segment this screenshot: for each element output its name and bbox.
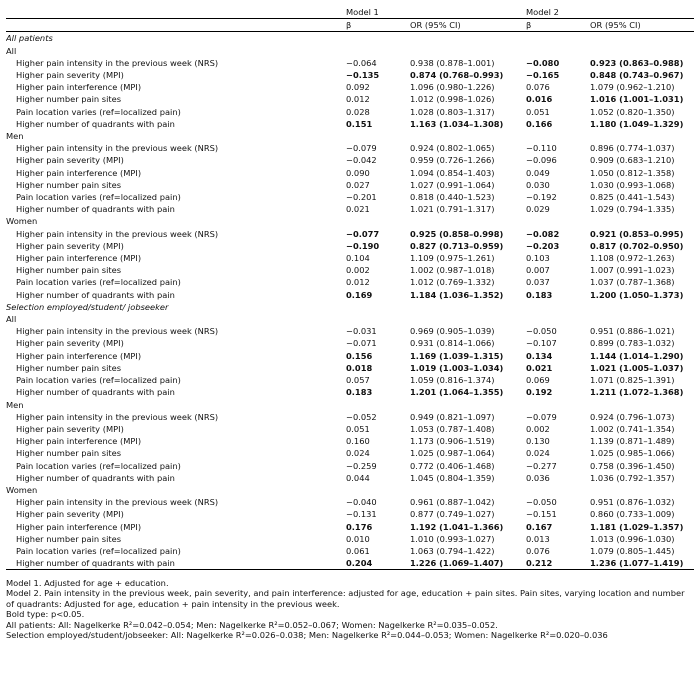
beta-model1: 0.092 xyxy=(346,82,370,93)
beta-header-2: β xyxy=(526,19,590,32)
table-row xyxy=(6,57,694,69)
beta-model1: 0.012 xyxy=(346,94,370,105)
table-row xyxy=(6,69,694,81)
or-model2: 0.860 (0.733–1.009) xyxy=(590,509,675,520)
or-model1: 1.063 (0.794–1.422) xyxy=(410,545,495,556)
note-all-patients: All patients: All: Nagelkerke R²=0.042–0.054; Men: Nagelkerke R²=0.052–0.067; Women: Nagelkerke R²=0.035–0.052. xyxy=(6,619,498,630)
table-row xyxy=(6,179,694,191)
table-row xyxy=(6,423,694,435)
group-label: Women xyxy=(6,484,38,495)
or-model2: 0.896 (0.774–1.037) xyxy=(590,143,675,154)
table-row xyxy=(6,472,694,484)
row-label: Higher number of quadrants with pain xyxy=(16,387,175,398)
beta-model2: 0.051 xyxy=(526,106,550,117)
or-model1: 1.053 (0.787–1.408) xyxy=(410,423,495,434)
table-row xyxy=(6,191,694,203)
or-model2: 1.036 (0.792–1.357) xyxy=(590,472,675,483)
beta-model2: 0.103 xyxy=(526,253,550,264)
table-row xyxy=(6,496,694,508)
beta-model1: 0.160 xyxy=(346,436,370,447)
or-model2: 1.029 (0.794–1.335) xyxy=(590,204,675,215)
group-label: Women xyxy=(6,216,38,227)
or-model2: 0.923 (0.863–0.988) xyxy=(590,57,684,68)
beta-model1: 0.061 xyxy=(346,545,370,556)
table-row xyxy=(6,325,694,337)
or-model1: 1.094 (0.854–1.403) xyxy=(410,167,495,178)
table-row xyxy=(6,93,694,105)
or-model2: 1.200 (1.050–1.373) xyxy=(590,289,684,300)
beta-model2: 0.024 xyxy=(526,448,550,459)
model2-header: Model 2 xyxy=(526,6,694,19)
or-model2: 1.181 (1.029–1.357) xyxy=(590,521,684,532)
or-model2: 1.211 (1.072–1.368) xyxy=(590,387,684,398)
or-model1: 0.959 (0.726–1.266) xyxy=(410,155,495,166)
row-label: Higher pain severity (MPI) xyxy=(16,509,124,520)
row-label: Higher pain intensity in the previous week (NRS) xyxy=(16,497,219,508)
beta-model2: 0.076 xyxy=(526,545,550,556)
row-label: Higher pain intensity in the previous week (NRS) xyxy=(16,143,219,154)
note-selection: Selection employed/student/jobseeker: All: Nagelkerke R²=0.026–0.038; Men: Nagelkerke R²=0.044–0.053; Women: Nagelkerke R²=0.020–0.036 xyxy=(6,630,608,641)
table-row xyxy=(6,252,694,264)
beta-model2: 0.183 xyxy=(526,289,553,300)
table-row xyxy=(6,533,694,545)
group-row xyxy=(6,45,694,57)
beta-model1: −0.042 xyxy=(346,155,377,166)
or-model1: 1.012 (0.769–1.332) xyxy=(410,277,495,288)
or-model2: 0.899 (0.783–1.032) xyxy=(590,338,675,349)
beta-model2: 0.013 xyxy=(526,533,550,544)
or-model1: 0.827 (0.713–0.959) xyxy=(410,240,504,251)
beta-model1: −0.079 xyxy=(346,143,377,154)
or-model1: 1.002 (0.987–1.018) xyxy=(410,265,495,276)
table-row xyxy=(6,557,694,570)
row-label: Higher pain intensity in the previous week (NRS) xyxy=(16,326,219,337)
beta-header-1: β xyxy=(346,19,410,32)
or-model1: 1.019 (1.003–1.034) xyxy=(410,362,504,373)
table-row xyxy=(6,508,694,520)
row-label: Higher number pain sites xyxy=(16,179,122,190)
table-row xyxy=(6,374,694,386)
beta-model1: −0.201 xyxy=(346,192,377,203)
group-row xyxy=(6,399,694,411)
beta-model1: −0.131 xyxy=(346,509,377,520)
or-model2: 1.016 (1.001–1.031) xyxy=(590,94,684,105)
or-model2: 1.052 (0.820–1.350) xyxy=(590,106,675,117)
beta-model2: −0.050 xyxy=(526,326,557,337)
or-model2: 1.013 (0.996–1.030) xyxy=(590,533,675,544)
table-row xyxy=(6,81,694,93)
row-label: Higher number of quadrants with pain xyxy=(16,472,175,483)
row-label: Higher pain severity (MPI) xyxy=(16,155,124,166)
row-label: Higher number pain sites xyxy=(16,94,122,105)
row-label: Higher number pain sites xyxy=(16,265,122,276)
beta-model1: 0.057 xyxy=(346,375,370,386)
table-row xyxy=(6,203,694,215)
group-row xyxy=(6,484,694,496)
table-row xyxy=(6,411,694,423)
or-model2: 1.108 (0.972–1.263) xyxy=(590,253,675,264)
or-model2: 1.050 (0.812–1.358) xyxy=(590,167,675,178)
table-row xyxy=(6,545,694,557)
or-model1: 1.045 (0.804–1.359) xyxy=(410,472,495,483)
beta-model1: 0.024 xyxy=(346,448,370,459)
note-model2: Model 2. Pain intensity in the previous week, pain severity, and pain interference: adjusted for age, education + pain sites. Pain sites, varying location and number of quadrants: Adjusted for age, education + pain intensity in the previous week. xyxy=(6,588,685,609)
group-label: Men xyxy=(6,131,24,142)
note-model1: Model 1. Adjusted for age + education. xyxy=(6,578,169,588)
or-model1: 0.877 (0.749–1.027) xyxy=(410,509,495,520)
or-model1: 1.010 (0.993–1.027) xyxy=(410,533,495,544)
note-bold: Bold type: p<0.05. xyxy=(6,609,85,620)
or-model1: 0.874 (0.768–0.993) xyxy=(410,70,504,81)
or-model2: 0.825 (0.441–1.543) xyxy=(590,192,675,203)
table-row xyxy=(6,289,694,301)
or-model1: 1.163 (1.034–1.308) xyxy=(410,118,504,129)
or-model2: 0.758 (0.396–1.450) xyxy=(590,460,675,471)
or-model1: 1.021 (0.791–1.317) xyxy=(410,204,495,215)
or-model2: 0.909 (0.683–1.210) xyxy=(590,155,675,166)
or-model1: 1.025 (0.987–1.064) xyxy=(410,448,495,459)
model1-header: Model 1 xyxy=(346,6,526,19)
beta-model2: −0.192 xyxy=(526,192,557,203)
or-header-1: OR (95% CI) xyxy=(410,19,526,32)
row-label: Higher number of quadrants with pain xyxy=(16,118,175,129)
or-model1: 0.924 (0.802–1.065) xyxy=(410,143,495,154)
beta-model1: 0.027 xyxy=(346,179,370,190)
beta-model2: −0.079 xyxy=(526,411,557,422)
row-label: Higher pain severity (MPI) xyxy=(16,240,124,251)
beta-model1: 0.012 xyxy=(346,277,370,288)
row-label: Higher pain severity (MPI) xyxy=(16,70,124,81)
beta-model1: 0.176 xyxy=(346,521,373,532)
or-model2: 1.180 (1.049–1.329) xyxy=(590,118,684,129)
or-model1: 1.059 (0.816–1.374) xyxy=(410,375,495,386)
beta-model1: −0.135 xyxy=(346,70,380,81)
or-model1: 0.938 (0.878–1.001) xyxy=(410,57,495,68)
row-label: Pain location varies (ref=localized pain) xyxy=(16,192,181,203)
beta-model1: −0.031 xyxy=(346,326,377,337)
row-label: Pain location varies (ref=localized pain) xyxy=(16,106,181,117)
beta-model1: −0.077 xyxy=(346,228,380,239)
or-model2: 0.951 (0.876–1.032) xyxy=(590,497,675,508)
header-row-columns xyxy=(6,19,694,32)
group-label: All xyxy=(6,45,17,56)
beta-model1: 0.104 xyxy=(346,253,370,264)
row-label: Higher pain interference (MPI) xyxy=(16,167,142,178)
row-label: Higher pain severity (MPI) xyxy=(16,423,124,434)
row-label: Higher number of quadrants with pain xyxy=(16,289,175,300)
row-label: Pain location varies (ref=localized pain) xyxy=(16,545,181,556)
beta-model2: 0.167 xyxy=(526,521,553,532)
or-model2: 1.002 (0.741–1.354) xyxy=(590,423,675,434)
table-row xyxy=(6,362,694,374)
beta-model2: −0.082 xyxy=(526,228,560,239)
beta-model2: 0.069 xyxy=(526,375,550,386)
beta-model2: 0.130 xyxy=(526,436,550,447)
or-model2: 1.144 (1.014–1.290) xyxy=(590,350,684,361)
beta-model1: −0.040 xyxy=(346,497,377,508)
table-row xyxy=(6,106,694,118)
row-label: Higher pain interference (MPI) xyxy=(16,253,142,264)
row-label: Higher pain intensity in the previous week (NRS) xyxy=(16,228,219,239)
or-model1: 1.028 (0.803–1.317) xyxy=(410,106,495,117)
row-label: Higher pain interference (MPI) xyxy=(16,350,142,361)
beta-model1: −0.190 xyxy=(346,240,380,251)
beta-model2: 0.021 xyxy=(526,362,553,373)
row-label: Higher number pain sites xyxy=(16,362,122,373)
group-row xyxy=(6,130,694,142)
row-label: Higher number of quadrants with pain xyxy=(6,557,346,570)
beta-model1: 0.021 xyxy=(346,204,370,215)
row-label: Pain location varies (ref=localized pain) xyxy=(16,460,181,471)
or-model2: 1.025 (0.985–1.066) xyxy=(590,448,675,459)
or-model2: 0.817 (0.702–0.950) xyxy=(590,240,684,251)
or-model1: 1.201 (1.064–1.355) xyxy=(410,387,504,398)
or-model2: 1.071 (0.825–1.391) xyxy=(590,375,675,386)
beta-model2: −0.277 xyxy=(526,460,557,471)
beta-model2: 0.016 xyxy=(526,94,553,105)
or-model2: 0.924 (0.796–1.073) xyxy=(590,411,675,422)
beta-model1: 0.018 xyxy=(346,362,373,373)
group-label: All xyxy=(6,314,17,325)
beta-model1: 0.156 xyxy=(346,350,373,361)
table-row xyxy=(6,154,694,166)
table-row xyxy=(6,118,694,130)
or-model1: 1.169 (1.039–1.315) xyxy=(410,350,504,361)
beta-model1: 0.028 xyxy=(346,106,370,117)
beta-model2: 0.030 xyxy=(526,179,550,190)
beta-model1: 0.183 xyxy=(346,387,373,398)
beta-model1: 0.151 xyxy=(346,118,373,129)
section-label: Selection employed/student/ jobseeker xyxy=(6,301,169,312)
row-label: Pain location varies (ref=localized pain) xyxy=(16,277,181,288)
or-model1: 1.226 (1.069–1.407) xyxy=(410,557,526,570)
table-row xyxy=(6,264,694,276)
table-row xyxy=(6,240,694,252)
or-model2: 1.139 (0.871–1.489) xyxy=(590,436,675,447)
beta-model2: 0.192 xyxy=(526,387,553,398)
table-row xyxy=(6,435,694,447)
row-label: Higher pain intensity in the previous week (NRS) xyxy=(16,57,219,68)
or-model1: 0.772 (0.406–1.468) xyxy=(410,460,495,471)
table-row xyxy=(6,447,694,459)
section-row xyxy=(6,32,694,45)
beta-model2: 0.002 xyxy=(526,423,550,434)
row-label: Higher number of quadrants with pain xyxy=(16,204,175,215)
beta-model2: −0.096 xyxy=(526,155,557,166)
table-row xyxy=(6,228,694,240)
beta-model2: 0.076 xyxy=(526,82,550,93)
or-model1: 0.931 (0.814–1.066) xyxy=(410,338,495,349)
or-model1: 1.192 (1.041–1.366) xyxy=(410,521,504,532)
or-model2: 1.079 (0.805–1.445) xyxy=(590,545,675,556)
table-notes xyxy=(6,578,694,640)
row-label: Higher pain intensity in the previous week (NRS) xyxy=(16,411,219,422)
group-row xyxy=(6,215,694,227)
or-model1: 0.961 (0.887–1.042) xyxy=(410,497,495,508)
table-row xyxy=(6,276,694,288)
section-row xyxy=(6,301,694,313)
beta-model2: −0.203 xyxy=(526,240,560,251)
row-label: Pain location varies (ref=localized pain) xyxy=(16,375,181,386)
beta-model2: −0.165 xyxy=(526,70,560,81)
beta-model2: 0.166 xyxy=(526,118,553,129)
or-model1: 0.949 (0.821–1.097) xyxy=(410,411,495,422)
beta-model1: 0.010 xyxy=(346,533,370,544)
or-model1: 1.109 (0.975–1.261) xyxy=(410,253,495,264)
results-table xyxy=(6,6,694,570)
section-label: All patients xyxy=(6,33,53,44)
or-model2: 1.030 (0.993–1.068) xyxy=(590,179,675,190)
or-model2: 0.848 (0.743–0.967) xyxy=(590,70,684,81)
beta-model2: −0.107 xyxy=(526,338,557,349)
row-label: Higher pain interference (MPI) xyxy=(16,521,142,532)
table-row xyxy=(6,142,694,154)
row-label: Higher pain interference (MPI) xyxy=(16,82,142,93)
table-row xyxy=(6,460,694,472)
table-row xyxy=(6,386,694,398)
or-header-2: OR (95% CI) xyxy=(590,19,694,32)
or-model1: 0.969 (0.905–1.039) xyxy=(410,326,495,337)
or-model2: 1.007 (0.991–1.023) xyxy=(590,265,675,276)
beta-model1: −0.064 xyxy=(346,57,377,68)
or-model1: 0.818 (0.440–1.523) xyxy=(410,192,495,203)
header-row-models xyxy=(6,6,694,19)
table-row xyxy=(6,167,694,179)
beta-model2: 0.036 xyxy=(526,472,550,483)
or-model2: 1.037 (0.787–1.368) xyxy=(590,277,675,288)
table-row xyxy=(6,350,694,362)
row-label: Higher number pain sites xyxy=(16,448,122,459)
beta-model2: −0.080 xyxy=(526,57,560,68)
beta-model1: −0.052 xyxy=(346,411,377,422)
table-row xyxy=(6,521,694,533)
beta-model2: 0.049 xyxy=(526,167,550,178)
or-model1: 1.184 (1.036–1.352) xyxy=(410,289,504,300)
or-model2: 0.921 (0.853–0.995) xyxy=(590,228,684,239)
group-row xyxy=(6,313,694,325)
beta-model2: −0.110 xyxy=(526,143,557,154)
group-label: Men xyxy=(6,399,24,410)
row-label: Higher pain interference (MPI) xyxy=(16,436,142,447)
beta-model2: 0.007 xyxy=(526,265,550,276)
beta-model2: 0.029 xyxy=(526,204,550,215)
beta-model2: −0.050 xyxy=(526,497,557,508)
beta-model1: −0.071 xyxy=(346,338,377,349)
or-model1: 1.173 (0.906–1.519) xyxy=(410,436,495,447)
or-model2: 1.079 (0.962–1.210) xyxy=(590,82,675,93)
row-label: Higher number pain sites xyxy=(16,533,122,544)
beta-model2: −0.151 xyxy=(526,509,557,520)
beta-model2: 0.037 xyxy=(526,277,550,288)
or-model2: 1.021 (1.005–1.037) xyxy=(590,362,684,373)
beta-model2: 0.134 xyxy=(526,350,553,361)
or-model1: 0.925 (0.858–0.998) xyxy=(410,228,504,239)
beta-model1: 0.051 xyxy=(346,423,370,434)
beta-model1: −0.259 xyxy=(346,460,377,471)
row-label: Higher pain severity (MPI) xyxy=(16,338,124,349)
beta-model1: 0.169 xyxy=(346,289,373,300)
beta-model1: 0.044 xyxy=(346,472,370,483)
beta-model1: 0.204 xyxy=(346,557,410,570)
or-model1: 1.096 (0.980–1.226) xyxy=(410,82,495,93)
beta-model1: 0.090 xyxy=(346,167,370,178)
beta-model2: 0.212 xyxy=(526,557,590,570)
or-model2: 1.236 (1.077–1.419) xyxy=(590,557,694,570)
beta-model1: 0.002 xyxy=(346,265,370,276)
table-row xyxy=(6,337,694,349)
or-model2: 0.951 (0.886–1.021) xyxy=(590,326,675,337)
or-model1: 1.027 (0.991–1.064) xyxy=(410,179,495,190)
or-model1: 1.012 (0.998–1.026) xyxy=(410,94,495,105)
